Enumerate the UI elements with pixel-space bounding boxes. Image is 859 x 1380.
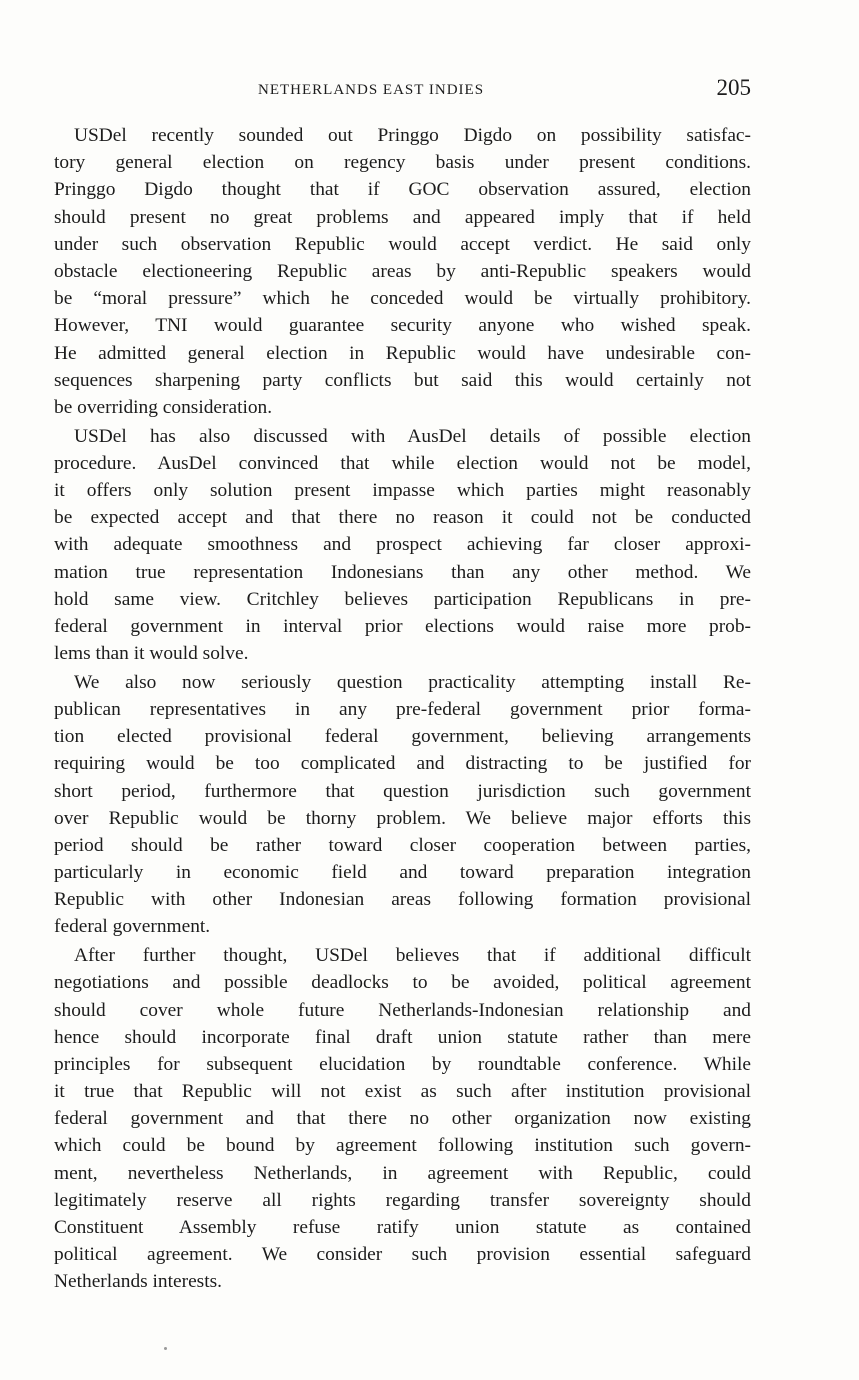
text-line: federal government in interval prior elections would raise more prob- bbox=[54, 615, 751, 637]
text-line: Pringgo Digdo thought that if GOC observation assured, election bbox=[54, 179, 751, 201]
paragraph bbox=[54, 942, 751, 1295]
paragraph bbox=[54, 122, 751, 421]
text-line: which could be bound by agreement following institution such govern- bbox=[54, 1135, 751, 1157]
ink-speck bbox=[164, 1347, 167, 1350]
text-line: over Republic would be thorny problem. We believe major efforts this bbox=[54, 807, 751, 829]
text-line: under such observation Republic would accept verdict. He said only bbox=[54, 233, 751, 255]
text-line: publican representatives in any pre-federal government prior forma- bbox=[54, 698, 751, 720]
text-line: be expected accept and that there no reason it could not be conducted bbox=[54, 507, 751, 529]
page-number: 205 bbox=[716, 75, 751, 100]
running-head bbox=[54, 74, 751, 106]
text-line: it true that Republic will not exist as such after institution provisional bbox=[54, 1081, 751, 1103]
text-line: He admitted general election in Republic would have undesirable con- bbox=[54, 342, 751, 364]
text-line: with adequate smoothness and prospect achieving far closer approxi- bbox=[54, 534, 751, 556]
text-line: short period, furthermore that question jurisdiction such government bbox=[54, 780, 751, 802]
text-line: hence should incorporate final draft union statute rather than mere bbox=[54, 1026, 751, 1048]
text-line: hold same view. Critchley believes participation Republicans in pre- bbox=[54, 588, 751, 610]
text-line: be “moral pressure” which he conceded would be virtually prohibitory. bbox=[54, 288, 751, 310]
text-line: sequences sharpening party conflicts but said this would certainly not bbox=[54, 369, 751, 391]
text-line: particularly in economic field and toward preparation integration bbox=[54, 862, 751, 884]
text-line: After further thought, USDel believes that if additional difficult bbox=[74, 945, 751, 967]
paragraph bbox=[54, 669, 751, 941]
text-line: However, TNI would guarantee security anyone who wished speak. bbox=[54, 315, 751, 337]
text-line: be overriding consideration. bbox=[54, 396, 273, 418]
text-line: obstacle electioneering Republic areas by anti-Republic speakers would bbox=[54, 260, 751, 282]
text-line: procedure. AusDel convinced that while election would not be model, bbox=[54, 452, 751, 474]
text-line: negotiations and possible deadlocks to be avoided, political agreement bbox=[54, 972, 751, 994]
text-line: mation true representation Indonesians than any other method. We bbox=[54, 561, 751, 583]
text-line: tory general election on regency basis under present conditions. bbox=[54, 152, 751, 174]
text-line: We also now seriously question practicality attempting install Re- bbox=[74, 671, 751, 693]
text-line: lems than it would solve. bbox=[54, 643, 249, 665]
text-line: federal government. bbox=[54, 916, 211, 938]
text-line: Republic with other Indonesian areas following formation provisional bbox=[54, 889, 751, 911]
text-line: period should be rather toward closer cooperation between parties, bbox=[54, 834, 751, 856]
text-line: USDel has also discussed with AusDel details of possible election bbox=[74, 425, 751, 447]
text-line: requiring would be too complicated and distracting to be justified for bbox=[54, 753, 751, 775]
text-line: political agreement. We consider such provision essential safeguard bbox=[54, 1244, 751, 1266]
paragraph bbox=[54, 423, 751, 668]
running-title: NETHERLANDS EAST INDIES bbox=[258, 82, 485, 98]
text-line: legitimately reserve all rights regarding transfer sovereignty should bbox=[54, 1189, 751, 1211]
text-line: should present no great problems and appeared imply that if held bbox=[54, 206, 751, 228]
text-line: USDel recently sounded out Pringgo Digdo on possibility satisfac- bbox=[74, 125, 751, 146]
text-line: Netherlands interests. bbox=[54, 1271, 223, 1293]
text-line: ment, nevertheless Netherlands, in agreement with Republic, could bbox=[54, 1162, 751, 1184]
text-line: should cover whole future Netherlands-Indonesian relationship and bbox=[54, 999, 751, 1021]
text-line: principles for subsequent elucidation by roundtable conference. While bbox=[54, 1053, 751, 1075]
text-line: it offers only solution present impasse which parties might reasonably bbox=[54, 479, 751, 501]
text-line: Constituent Assembly refuse ratify union statute as contained bbox=[54, 1217, 751, 1238]
text-line: federal government and that there no other organization now existing bbox=[54, 1108, 751, 1130]
body-text bbox=[54, 122, 751, 1297]
text-line: tion elected provisional federal government, believing arrangements bbox=[54, 726, 751, 748]
